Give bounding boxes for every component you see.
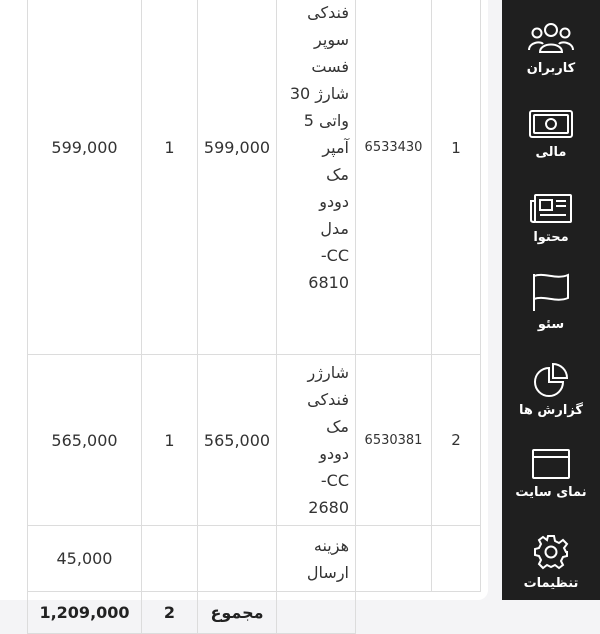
name-line: 2680: [308, 498, 349, 517]
name-line: شارژر: [307, 363, 349, 382]
shipping-row: [28, 526, 481, 592]
shipping-total-cell: 45,000: [28, 526, 142, 592]
summary-total-cell: 1,209,000: [28, 592, 142, 634]
name-line: مک: [326, 417, 349, 436]
newspaper-icon: [502, 193, 600, 225]
sidebar-item-seo[interactable]: [502, 272, 600, 332]
sidebar-item-settings[interactable]: [502, 533, 600, 591]
empty-cell: [432, 526, 481, 592]
row-total-cell: 565,000: [28, 355, 142, 526]
shipping-label-cell: [277, 526, 356, 592]
name-line: فندکی: [307, 3, 349, 22]
invoice-table: [27, 0, 481, 634]
sidebar-item-label: گزارش ها: [519, 403, 583, 418]
unit-price-cell: 565,000: [198, 355, 277, 526]
name-line: CC-: [320, 246, 349, 265]
sidebar-item-users[interactable]: [502, 22, 600, 76]
window-icon: [502, 448, 600, 480]
sidebar-item-label: سئو: [537, 317, 565, 332]
name-line: واتی 5: [303, 111, 349, 130]
summary-row: [28, 592, 481, 634]
shipping-label-line: ارسال: [306, 562, 349, 582]
name-line: دودو: [319, 444, 349, 463]
product-name-cell: [277, 0, 356, 355]
table-row: [28, 355, 481, 526]
row-total-cell: 599,000: [28, 0, 142, 355]
row-number-cell: 1: [432, 0, 481, 355]
empty-cell: [356, 592, 432, 634]
table-row: [28, 0, 481, 355]
quantity-cell: 1: [142, 355, 198, 526]
users-icon: [502, 22, 600, 56]
quantity-cell: 1: [142, 0, 198, 355]
product-name-cell: [277, 355, 356, 526]
sidebar-item-finance[interactable]: [502, 108, 600, 160]
name-line: آمپر: [322, 138, 349, 157]
name-line: فست: [311, 57, 349, 76]
empty-cell: [198, 526, 277, 592]
summary-qty-cell: 2: [142, 592, 198, 634]
name-line: CC-: [320, 471, 349, 490]
sidebar-item-label: نمای سایت: [515, 485, 587, 500]
empty-cell: [142, 526, 198, 592]
sidebar-item-label: کاربران: [526, 61, 576, 76]
name-line: مدل: [320, 219, 349, 238]
shipping-label-line: هزینه: [313, 535, 349, 555]
sidebar-item-label: تنظیمات: [523, 576, 579, 591]
unit-price-cell: 599,000: [198, 0, 277, 355]
flag-icon: [502, 272, 600, 312]
gear-icon: [502, 533, 600, 571]
money-icon: [502, 108, 600, 140]
pie-chart-icon: [502, 362, 600, 398]
empty-cell: [356, 526, 432, 592]
sidebar-item-label: مالی: [535, 145, 567, 160]
empty-cell: [277, 592, 356, 634]
name-line: فندکی: [307, 390, 349, 409]
product-code-cell: 6533430: [356, 0, 432, 355]
name-line: مک: [326, 165, 349, 184]
admin-sidebar: [502, 0, 600, 600]
sidebar-item-label: محتوا: [533, 230, 569, 245]
empty-cell: [432, 592, 481, 634]
name-line: شارژ 30: [289, 84, 349, 103]
sidebar-item-content[interactable]: [502, 193, 600, 245]
sidebar-item-reports[interactable]: [502, 362, 600, 418]
summary-label-cell: مجموع: [198, 592, 277, 634]
product-code-cell: 6530381: [356, 355, 432, 526]
name-line: 6810: [308, 273, 349, 292]
name-line: دودو: [319, 192, 349, 211]
name-line: سوپر: [314, 30, 349, 49]
row-number-cell: 2: [432, 355, 481, 526]
sidebar-item-site-view[interactable]: [502, 448, 600, 500]
